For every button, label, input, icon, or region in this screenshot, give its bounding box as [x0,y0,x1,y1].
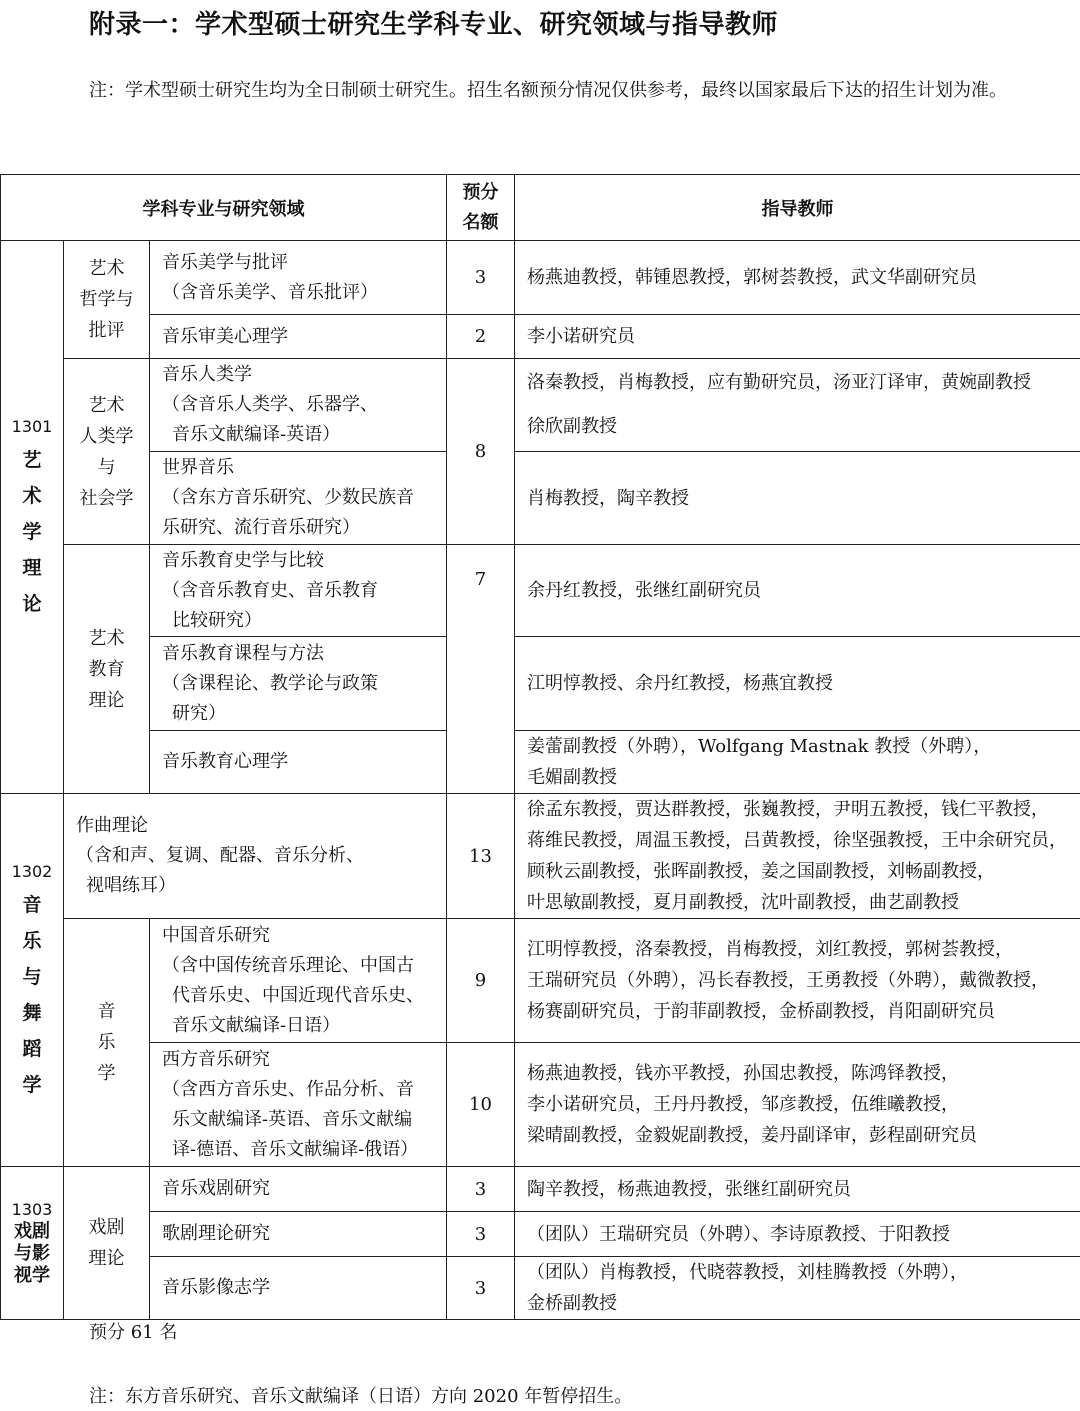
field-cell [150,637,447,731]
teachers-cell: 陶辛教授，杨燕迪教授，张继红副研究员 [515,1167,1080,1212]
header-quota-line1: 预分 [462,181,499,203]
field-line: 视唱练耳） [86,875,176,896]
discipline-code: 1303 [11,1200,53,1219]
discipline-char: 与影 [14,1243,50,1264]
teachers-cell [515,731,1080,794]
field-cell: 音乐教育心理学 [150,731,447,794]
teacher-line: 杨燕迪教授，钱亦平教授，孙国忠教授，陈鸿铎教授， [527,1063,959,1084]
teachers-cell: 杨燕迪教授，韩锺恩教授，郭树荟教授，武文华副研究员 [515,241,1080,315]
table-row [1,731,1080,794]
area-art-anthropology [64,359,150,545]
area-art-philosophy [64,241,150,359]
table-row [1,545,1080,637]
field-line: 音乐文献编译-英语） [172,424,341,445]
quota-cell: 10 [447,1043,515,1167]
area-line: 人类学 [79,425,134,447]
discipline-char: 舞 [22,1002,42,1024]
quota-cell: 13 [447,794,515,919]
teachers-cell: （团队）王瑞研究员（外聘）、李诗原教授、于阳教授 [515,1212,1080,1257]
field-line: 音乐人类学 [162,364,252,385]
discipline-char: 蹈 [22,1038,42,1060]
area-line: 艺术 [88,627,125,649]
area-line: 批评 [88,320,125,341]
discipline-1301 [1,241,64,794]
field-cell: 音乐戏剧研究 [150,1167,447,1212]
quota-cell: 3 [447,1212,515,1257]
discipline-char: 术 [22,485,42,507]
header-quota [447,175,515,241]
field-line: 研究） [172,702,226,724]
field-line: （含音乐教育史、音乐教育 [162,579,378,601]
table-row [1,1043,1080,1167]
area-line: 教育 [88,658,125,680]
teachers-cell [515,359,1080,452]
table-header-row [1,175,1080,241]
teacher-line: （团队）肖梅教授，代晓蓉教授，刘桂腾教授（外聘）， [527,1262,968,1283]
area-line: 理论 [88,689,125,711]
field-line: 乐文献编译-英语、音乐文献编 [172,1108,413,1130]
field-cell: 歌剧理论研究 [150,1212,447,1257]
teacher-line: 蒋维民教授，周温玉教授，吕黄教授，徐坚强教授，王中余研究员， [527,830,1067,851]
teacher-line: 江明惇教授，洛秦教授，肖梅教授，刘红教授，郭树荟教授， [527,939,1013,960]
field-cell [64,794,447,919]
field-line: 代音乐史、中国近现代音乐史、 [172,984,424,1006]
header-quota-line2: 名额 [462,211,499,233]
field-cell [150,919,447,1043]
field-cell [150,545,447,637]
header-teachers: 指导教师 [515,175,1080,241]
teachers-cell [515,794,1080,919]
field-line: 西方音乐研究 [162,1048,270,1070]
area-line: 与 [97,456,116,478]
area-line: 艺术 [88,394,125,416]
quota-cell: 7 [447,545,515,794]
area-musicology [64,919,150,1167]
table-row [1,794,1080,919]
discipline-code: 1302 [11,862,53,881]
field-line: 音乐文献编译-日语） [172,1014,341,1036]
area-line: 学 [97,1063,116,1084]
teacher-line: 洛秦教授，肖梅教授，应有勤研究员，汤亚汀译审，黄婉副教授 [527,372,1031,393]
teachers-cell [515,919,1080,1043]
table-row [1,452,1080,545]
area-drama-theory [64,1167,150,1320]
header-field: 学科专业与研究领域 [1,175,447,241]
program-table [0,174,1080,1320]
intro-note: 注：学术型硕士研究生均为全日制硕士研究生。招生名额预分情况仅供参考，最终以国家最后下达的招生计划为准。 [89,80,1007,101]
teacher-line: 徐欣副教授 [527,416,617,437]
field-line: 音乐教育课程与方法 [162,642,324,664]
area-art-education [64,545,150,794]
area-line: 乐 [97,1032,116,1053]
teachers-cell [515,1257,1080,1320]
discipline-char: 艺 [22,449,42,471]
footnote: 注：东方音乐研究、音乐文献编译（日语）方向 2020 年暂停招生。 [89,1386,633,1407]
field-line: 比较研究） [172,609,262,631]
discipline-char: 学 [22,521,42,543]
teacher-line: 李小诺研究员，王丹丹教授，邹彦教授，伍维曦教授， [527,1094,959,1115]
teacher-line: 姜蕾副教授（外聘），Wolfgang Mastnak 教授（外聘）， [527,736,992,757]
field-line: 音乐美学与批评 [162,251,288,273]
table-row [1,637,1080,731]
teachers-cell: 肖梅教授，陶辛教授 [515,452,1080,545]
field-cell [150,452,447,545]
quota-cell: 2 [447,315,515,359]
quota-cell: 3 [447,241,515,315]
discipline-char: 戏剧 [14,1221,50,1242]
teacher-line: 徐孟东教授，贾达群教授，张巍教授，尹明五教授，钱仁平教授， [527,799,1049,820]
quota-cell: 3 [447,1257,515,1320]
area-line: 戏剧 [88,1217,125,1238]
area-line: 哲学与 [79,289,134,310]
teachers-cell: 余丹红教授，张继红副研究员 [515,545,1080,637]
discipline-char: 音 [22,894,42,916]
discipline-char: 乐 [22,930,42,952]
teachers-cell: 李小诺研究员 [515,315,1080,359]
discipline-char: 与 [22,966,42,988]
teacher-line: 毛媚副教授 [527,767,617,788]
teacher-line: 杨赛副研究员，于韵菲副教授，金桥副教授，肖阳副研究员 [527,1001,995,1022]
field-line: 乐研究、流行音乐研究） [162,517,360,538]
discipline-code: 1301 [11,417,53,436]
field-line: 中国音乐研究 [162,924,270,946]
teacher-line: 王瑞研究员（外聘），冯长春教授，王勇教授（外聘），戴微教授， [527,970,1049,991]
quota-cell: 9 [447,919,515,1043]
field-cell [150,359,447,452]
area-line: 社会学 [79,487,134,509]
discipline-char: 学 [22,1074,42,1096]
discipline-1302 [1,794,64,1167]
field-line: （含西方音乐史、作品分析、音 [162,1078,414,1100]
area-line: 音 [97,1001,116,1022]
table-row [1,241,1080,315]
table-row [1,1212,1080,1257]
quota-cell: 3 [447,1167,515,1212]
field-line: （含中国传统音乐理论、中国古 [162,954,414,976]
teacher-line: 顾秋云副教授，张晖副教授，姜之国副教授，刘畅副教授， [527,861,995,882]
field-cell [150,1043,447,1167]
teacher-line: 梁晴副教授，金毅妮副教授，姜丹副译审，彭程副研究员 [527,1125,977,1146]
table-row [1,919,1080,1043]
field-cell: 音乐审美心理学 [150,315,447,359]
field-line: 世界音乐 [162,457,234,478]
field-line: 音乐教育史学与比较 [162,549,324,571]
table-row [1,359,1080,452]
area-line: 理论 [88,1248,125,1269]
field-line: （含音乐人类学、乐器学、 [162,394,378,415]
field-line: 译-德语、音乐文献编译-俄语） [172,1138,419,1160]
field-line: 作曲理论 [76,815,148,836]
quota-summary: 预分 61 名 [89,1322,178,1343]
discipline-char: 理 [22,557,42,579]
page-title: 附录一：学术型硕士研究生学科专业、研究领域与指导教师 [89,10,779,40]
field-line: （含东方音乐研究、少数民族音 [162,487,414,508]
area-line: 艺术 [88,258,125,279]
field-line: （含课程论、教学论与政策 [162,672,378,694]
discipline-1303 [1,1167,64,1320]
teacher-line: 金桥副教授 [527,1293,617,1314]
field-cell: 音乐影像志学 [150,1257,447,1320]
table-row [1,1167,1080,1212]
field-cell [150,241,447,315]
quota-cell: 8 [447,359,515,545]
teachers-cell: 江明惇教授、余丹红教授，杨燕宜教授 [515,637,1080,731]
teachers-cell [515,1043,1080,1167]
table-row [1,1257,1080,1320]
discipline-char: 视学 [14,1265,50,1286]
table-row [1,315,1080,359]
discipline-char: 论 [22,593,42,615]
teacher-line: 叶思敏副教授，夏月副教授，沈叶副教授，曲艺副教授 [527,892,959,913]
field-line: （含音乐美学、音乐批评） [162,281,378,303]
field-line: （含和声、复调、配器、音乐分析、 [76,845,364,866]
